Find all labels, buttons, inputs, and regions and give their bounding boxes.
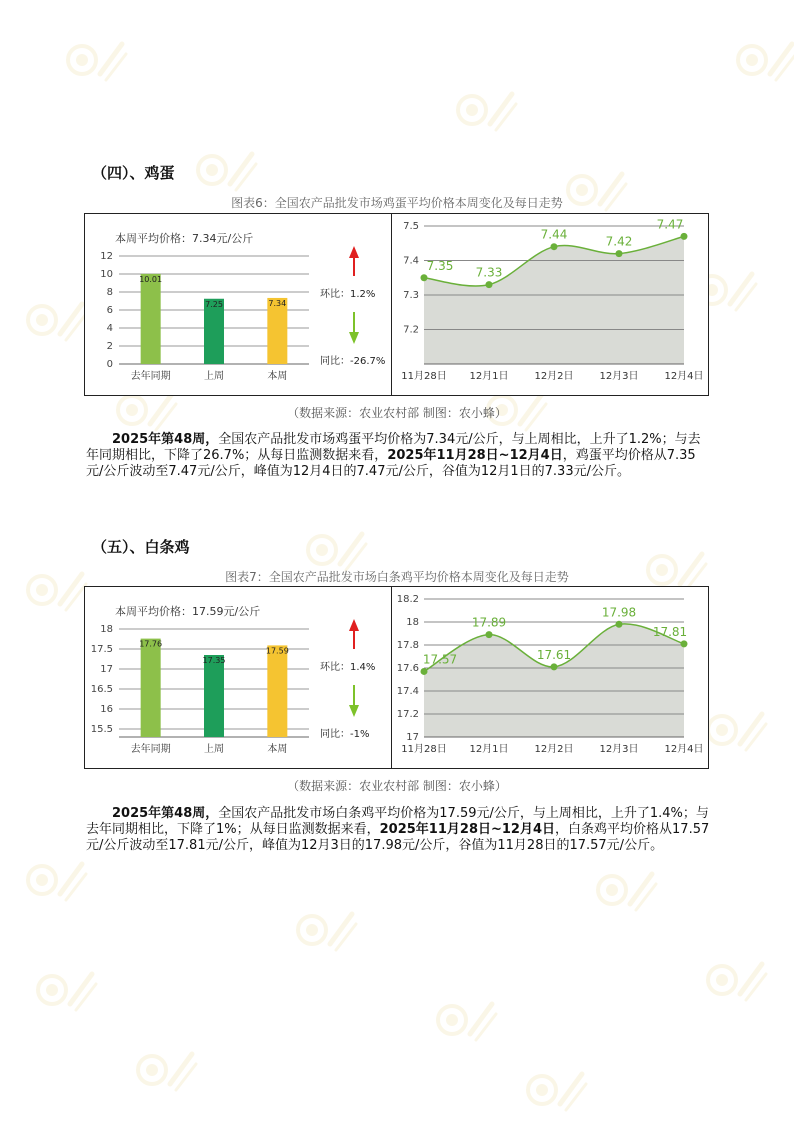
data-label: 17.81	[652, 624, 688, 639]
source-note-chicken: （数据来源：农业农村部 制图：农小蜂）	[287, 779, 507, 793]
y-tick-label: 18	[100, 624, 113, 635]
figure-caption-chicken: 图表7：全国农产品批发市场白条鸡平均价格本周变化及每日走势	[225, 570, 569, 584]
y-tick-label: 17.5	[90, 644, 113, 655]
data-point	[681, 640, 688, 647]
avg-price-label: 本周平均价格：17.59元/公斤	[115, 605, 261, 618]
x-tick-label: 本周	[267, 371, 288, 382]
data-label: 7.42	[605, 234, 633, 249]
egg-summary-paragraph	[86, 432, 710, 480]
x-tick-label: 12月1日	[469, 744, 509, 755]
watermark-logo-icon	[450, 80, 520, 140]
chicken-summary-week: 2025年第48周，	[112, 806, 219, 821]
y-tick-label: 8	[106, 287, 113, 298]
chicken-summary-paragraph	[86, 806, 710, 854]
bar-value-label: 7.34	[268, 298, 287, 308]
bar-value-label: 10.01	[139, 274, 163, 284]
y-tick-label: 0	[106, 359, 113, 370]
data-point	[421, 668, 428, 675]
area-fill	[424, 236, 684, 364]
bar	[141, 639, 161, 737]
egg-summary-text2: ，鸡蛋平均价格从7.35元/公斤波动至7.47元/公斤，峰值为12月4日的7.47元/公斤，谷值为12月1日的7.33元/公斤。	[86, 448, 696, 479]
chicken-summary-text2: ，白条鸡平均价格从17.57元/公斤波动至17.81元/公斤，峰值为12月3日的17.98元/公斤，谷值为11月28日的17.57元/公斤。	[86, 822, 710, 853]
chicken-summary-text1: 全国农产品批发市场白条鸡平均价格为17.59元/公斤，与上周相比，上升了1.4%；与去年同期相比，下降了1%；从每日监测数据来看，	[86, 806, 709, 837]
y-tick-label: 7.4	[403, 255, 419, 267]
watermark-logo-icon	[190, 140, 260, 200]
y-tick-label: 15.5	[90, 724, 113, 735]
data-label: 7.47	[656, 217, 684, 232]
y-tick-label: 2	[106, 341, 113, 352]
watermark-logo-icon	[20, 850, 90, 910]
y-tick-label: 16.5	[90, 684, 113, 695]
x-tick-label: 12月3日	[599, 371, 639, 382]
chicken-trend-panel	[391, 586, 709, 769]
data-point	[486, 631, 493, 638]
x-tick-label: 去年同期	[130, 371, 171, 382]
x-tick-label: 12月3日	[599, 744, 639, 755]
bar-value-label: 7.25	[205, 299, 223, 309]
up-arrow-icon	[349, 619, 359, 631]
y-tick-label: 17.2	[396, 709, 419, 720]
x-tick-label: 12月4日	[664, 371, 704, 382]
up-arrow-icon	[349, 246, 359, 258]
data-label: 17.89	[471, 615, 507, 630]
y-tick-label: 17.8	[396, 640, 419, 651]
data-point	[616, 621, 623, 628]
data-point	[421, 274, 428, 281]
x-tick-label: 12月2日	[534, 744, 574, 755]
egg-summary-text1: 全国农产品批发市场鸡蛋平均价格为7.34元/公斤，与上周相比，上升了1.2%；与去年同期相比，下降了26.7%；从每日监测数据来看，	[86, 432, 701, 463]
y-tick-label: 18.2	[396, 594, 419, 605]
y-tick-label: 4	[106, 323, 113, 334]
hb-label: 环比：1.4%	[320, 662, 376, 673]
area-fill	[424, 624, 684, 737]
watermark-logo-icon	[730, 30, 794, 90]
tb-label: 同比：-26.7%	[320, 356, 386, 367]
x-tick-label: 12月2日	[534, 371, 574, 382]
egg-summary-week: 2025年第48周，	[112, 432, 219, 447]
watermark-logo-icon	[560, 160, 630, 220]
y-tick-label: 7.2	[403, 324, 419, 336]
bar-value-label: 17.59	[265, 646, 289, 656]
egg-trend-chart	[392, 214, 708, 395]
watermark-logo-icon	[590, 860, 660, 920]
watermark-logo-icon	[130, 1040, 200, 1100]
chicken-summary-dates: 2025年11月28日~12月4日	[379, 822, 556, 837]
data-point	[681, 233, 688, 240]
x-tick-label: 上周	[204, 371, 224, 382]
x-tick-label: 去年同期	[130, 744, 171, 755]
bar	[141, 274, 161, 364]
x-tick-label: 上周	[204, 744, 224, 755]
chicken-bar-panel	[84, 586, 392, 769]
y-tick-label: 6	[106, 305, 113, 316]
watermark-logo-icon	[30, 960, 100, 1020]
y-tick-label: 10	[100, 269, 113, 280]
source-note-egg: （数据来源：农业农村部 制图：农小蜂）	[287, 406, 507, 420]
data-point	[616, 250, 623, 257]
data-label: 17.61	[536, 647, 572, 662]
data-point	[551, 663, 558, 670]
data-label: 17.57	[422, 652, 458, 667]
watermark-logo-icon	[700, 950, 770, 1010]
data-point	[486, 281, 493, 288]
data-label: 7.35	[426, 258, 454, 273]
watermark-logo-icon	[290, 900, 360, 960]
watermark-logo-icon	[700, 700, 770, 760]
section-title-egg: （四）、鸡蛋	[92, 164, 175, 182]
x-tick-label: 12月4日	[664, 744, 704, 755]
section-title-chicken: （五）、白条鸡	[92, 538, 190, 556]
down-arrow-icon	[349, 332, 359, 344]
x-tick-label: 11月28日	[401, 371, 447, 382]
y-tick-label: 17.4	[396, 686, 419, 697]
y-tick-label: 12	[100, 251, 113, 262]
y-tick-label: 17	[100, 664, 113, 675]
x-tick-label: 12月1日	[469, 371, 509, 382]
egg-bar-chart	[85, 214, 391, 395]
watermark-logo-icon	[60, 30, 130, 90]
x-tick-label: 11月28日	[401, 744, 447, 755]
chicken-trend-chart	[392, 587, 708, 768]
figure-caption-egg: 图表6：全国农产品批发市场鸡蛋平均价格本周变化及每日走势	[231, 196, 563, 210]
watermark-logo-icon	[20, 290, 90, 350]
egg-bar-panel	[84, 213, 392, 396]
bar	[204, 655, 224, 737]
bar-value-label: 17.35	[202, 656, 226, 665]
tb-label: 同比：-1%	[320, 729, 370, 740]
data-point	[551, 243, 558, 250]
y-tick-label: 7.3	[403, 290, 419, 301]
down-arrow-icon	[349, 705, 359, 717]
watermark-logo-icon	[520, 1060, 590, 1120]
y-tick-label: 17.6	[396, 663, 419, 674]
data-label: 17.98	[601, 605, 637, 620]
y-tick-label: 18	[406, 617, 419, 628]
bar	[267, 645, 287, 737]
data-label: 7.33	[475, 265, 503, 280]
chicken-bar-chart	[85, 587, 391, 768]
egg-summary-dates: 2025年11月28日~12月4日	[387, 448, 563, 463]
egg-trend-panel	[391, 213, 709, 396]
y-tick-label: 16	[100, 704, 113, 715]
hb-label: 环比：1.2%	[320, 289, 376, 300]
avg-price-label: 本周平均价格：7.34元/公斤	[115, 232, 254, 245]
watermark-logo-icon	[430, 990, 500, 1050]
y-tick-label: 17	[406, 732, 419, 743]
y-tick-label: 7.5	[403, 221, 419, 232]
data-label: 7.44	[540, 227, 568, 242]
bar-value-label: 17.76	[139, 639, 163, 649]
x-tick-label: 本周	[267, 744, 288, 755]
